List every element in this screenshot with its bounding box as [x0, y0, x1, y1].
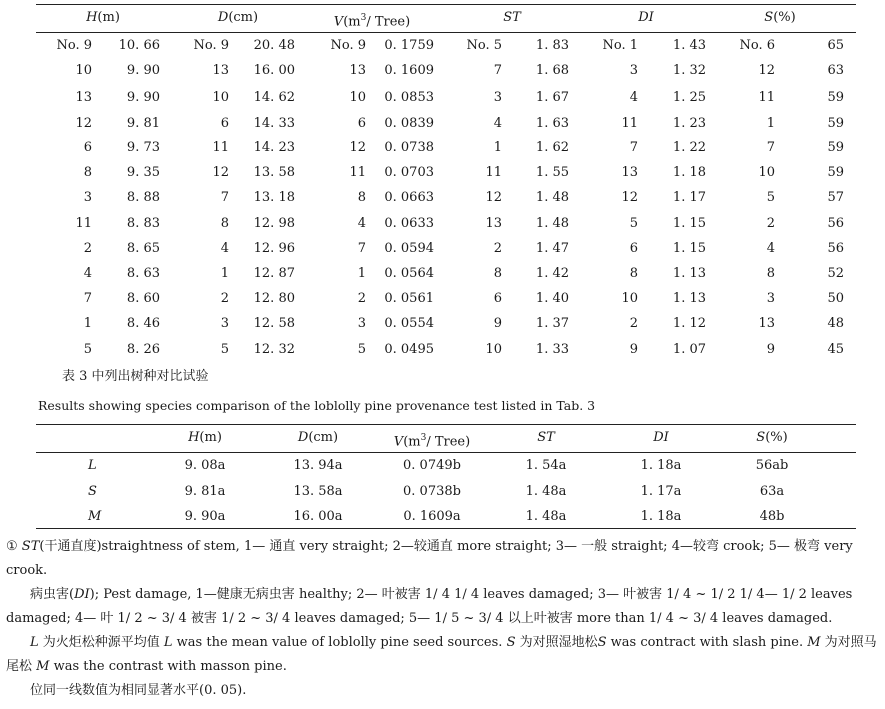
rank-value: 12. 58: [253, 316, 295, 331]
rank-value: 14. 62: [253, 90, 295, 105]
rank-label: No. 9: [330, 38, 366, 53]
footnote-s-en: was contract with slash pine.: [606, 635, 808, 650]
footnote-s-cn: 为对照湿地松: [515, 635, 598, 650]
footnote-m-cn: 为对照马尾松: [6, 635, 877, 674]
rank-value: 9. 35: [126, 165, 160, 180]
footnote-significance: 位同一线数值为相同显著水平(0. 05).: [30, 683, 247, 698]
comparison-value: 9. 90a: [184, 509, 226, 524]
rank-value: 8. 65: [126, 241, 160, 256]
rank-value: 1. 48: [535, 216, 569, 231]
header-unit: (m: [343, 14, 361, 30]
rank-label: No. 5: [466, 38, 502, 53]
comparison-value: 1. 48a: [525, 484, 567, 499]
rank-value: 59: [827, 140, 844, 155]
comparison-value: 1. 18a: [640, 509, 682, 524]
rank-value: 16. 00: [253, 63, 295, 78]
footnote-m-var2: M: [36, 659, 50, 674]
footnote-marker: ①: [6, 539, 18, 554]
header-unit: (m): [97, 10, 120, 25]
rank-value: 12. 32: [253, 342, 295, 357]
rank-label: 12: [621, 190, 638, 205]
rank-label: 4: [766, 241, 775, 256]
rank-label: 10: [349, 90, 366, 105]
table1-header-cell: [43, 10, 163, 26]
rank-value: 14. 23: [253, 140, 295, 155]
rank-label: 11: [212, 140, 229, 155]
rank-value: 8. 88: [126, 190, 160, 205]
footnote-di-text: ); Pest damage, 1—健康无病虫害 healthy; 2— 叶被害 1/ 4 1/ 4 leaves damaged; 3— 叶被害 1/ 4 ~ 1/ 2 1/ 4— 1/ 2 leaves damaged; 4— 叶 1/ 2 ~ 3/ 4 被害 1/ 2 ~ 3/ 4 leaves damaged; 5— 1/ 5 ~ 3/ 4 以上叶被害 more than 1/ 4 ~ 3/ 4 leaves damaged.: [6, 587, 853, 626]
rank-label: 2: [357, 291, 366, 306]
header-var: V: [333, 14, 344, 30]
rank-label: 6: [83, 140, 92, 155]
rank-label: 12: [75, 116, 92, 131]
rank-value: 0. 0703: [384, 165, 434, 180]
rank-value: 12. 80: [253, 291, 295, 306]
rank-label: 7: [220, 190, 229, 205]
header-unit: (%): [765, 430, 788, 445]
comparison-value: 16. 00a: [293, 509, 343, 524]
rank-value: 8. 46: [126, 316, 160, 331]
rank-value: 20. 48: [253, 38, 295, 53]
table1-header-cell: [586, 10, 706, 26]
rank-label: 3: [629, 63, 638, 78]
rank-value: 59: [827, 90, 844, 105]
rank-value: 65: [827, 38, 844, 53]
rank-value: 1. 32: [672, 63, 706, 78]
rank-value: 0. 0554: [384, 316, 434, 331]
rank-label: 8: [766, 266, 775, 281]
rank-label: 13: [485, 216, 502, 231]
row-label: S: [88, 484, 97, 499]
rank-value: 0. 0663: [384, 190, 434, 205]
rank-value: 1. 23: [672, 116, 706, 131]
footnote-l-var: L: [30, 635, 39, 650]
rank-label: 7: [83, 291, 92, 306]
rank-label: 13: [349, 63, 366, 78]
rank-value: 1. 13: [672, 291, 706, 306]
rank-label: 2: [83, 241, 92, 256]
comparison-value: 13. 94a: [293, 458, 343, 473]
rank-label: 10: [485, 342, 502, 357]
rank-value: 9. 90: [126, 90, 160, 105]
rank-value: 1. 63: [535, 116, 569, 131]
rank-label: 6: [220, 116, 229, 131]
rank-value: 0. 0564: [384, 266, 434, 281]
rank-label: 8: [493, 266, 502, 281]
rank-label: 9: [766, 342, 775, 357]
rank-label: 13: [758, 316, 775, 331]
rank-label: 4: [220, 241, 229, 256]
rank-value: 1. 68: [535, 63, 569, 78]
header-sup: 3: [420, 433, 427, 443]
rank-label: 1: [766, 116, 775, 131]
comparison-value: 1. 17a: [640, 484, 682, 499]
header-unit: (cm): [228, 10, 259, 25]
rank-label: 3: [493, 90, 502, 105]
rank-label: 10: [758, 165, 775, 180]
rank-value: 0. 0594: [384, 241, 434, 256]
rank-label: No. 9: [193, 38, 229, 53]
header-unit: (cm): [308, 430, 339, 445]
rank-label: 4: [493, 116, 502, 131]
header-var: H: [188, 430, 200, 445]
header-unit: (m): [199, 430, 222, 445]
header-var: DI: [638, 10, 654, 25]
rank-value: 0. 0495: [384, 342, 434, 357]
rank-value: 0. 0561: [384, 291, 434, 306]
rank-label: 5: [357, 342, 366, 357]
rank-value: 12. 98: [253, 216, 295, 231]
table1-header-cell: [312, 10, 432, 30]
footnote-di-var: DI: [74, 587, 90, 602]
rank-value: 1. 40: [535, 291, 569, 306]
rank-label: 2: [220, 291, 229, 306]
rank-value: 63: [827, 63, 844, 78]
rank-label: 8: [357, 190, 366, 205]
table2-caption-cn: 表 3 中列出树种对比试验: [62, 369, 209, 384]
comparison-value: 9. 81a: [184, 484, 226, 499]
rank-label: 8: [629, 266, 638, 281]
comparison-value: 63a: [759, 484, 785, 499]
rank-value: 1. 25: [672, 90, 706, 105]
header-var: S: [756, 430, 766, 445]
rank-value: 1. 07: [672, 342, 706, 357]
header-var: S: [764, 10, 774, 25]
comparison-value: 1. 48a: [525, 509, 567, 524]
rank-label: 10: [621, 291, 638, 306]
rank-label: 11: [758, 90, 775, 105]
rank-label: 4: [83, 266, 92, 281]
rank-value: 45: [827, 342, 844, 357]
rank-value: 59: [827, 165, 844, 180]
rank-label: 6: [629, 241, 638, 256]
header-var: D: [297, 430, 309, 445]
rank-label: 1: [220, 266, 229, 281]
rank-value: 1. 48: [535, 190, 569, 205]
rank-value: 8. 26: [126, 342, 160, 357]
rank-label: 2: [766, 216, 775, 231]
rank-label: 7: [766, 140, 775, 155]
rank-label: 9: [493, 316, 502, 331]
header-unit: (m: [403, 434, 421, 450]
rank-value: 9. 90: [126, 63, 160, 78]
rank-value: 0. 0853: [384, 90, 434, 105]
rank-label: 7: [357, 241, 366, 256]
rank-label: 7: [493, 63, 502, 78]
table2-top-rule: [36, 424, 856, 425]
rank-label: 9: [629, 342, 638, 357]
table1-header-cell: [452, 10, 572, 26]
footnote-l-var2: L: [163, 635, 173, 650]
rank-value: 59: [827, 116, 844, 131]
header-var: ST: [537, 430, 555, 445]
rank-value: 1. 62: [535, 140, 569, 155]
rank-label: 12: [758, 63, 775, 78]
rank-label: 3: [357, 316, 366, 331]
rank-label: 5: [83, 342, 92, 357]
rank-value: 0. 1609: [384, 63, 434, 78]
rank-value: 9. 73: [126, 140, 160, 155]
rank-label: 3: [220, 316, 229, 331]
comparison-value: 0. 0749b: [403, 458, 461, 473]
header-unit: (%): [773, 10, 796, 25]
rank-value: 0. 0738: [384, 140, 434, 155]
rank-label: 10: [212, 90, 229, 105]
footnote-st: [6, 535, 882, 583]
footnote-di: [6, 583, 882, 631]
footnote-m-en: was the contrast with masson pine.: [49, 659, 287, 674]
rank-value: 1. 12: [672, 316, 706, 331]
row-label: L: [88, 458, 97, 473]
comparison-value: 1. 54a: [525, 458, 567, 473]
rank-label: 6: [357, 116, 366, 131]
rank-label: 12: [485, 190, 502, 205]
rank-value: 1. 42: [535, 266, 569, 281]
rank-value: 1. 18: [672, 165, 706, 180]
table1-header-cell: [720, 10, 840, 26]
rank-value: 56: [827, 216, 844, 231]
footnote-s-var2: S: [597, 635, 607, 650]
rank-value: 8. 63: [126, 266, 160, 281]
table2-caption-en: Results showing species comparison of the loblolly pine provenance test listed in Tab. 3: [38, 398, 596, 413]
rank-label: 3: [83, 190, 92, 205]
footnote-di-cn: 病虫害(: [30, 587, 75, 602]
rank-value: 10. 66: [118, 38, 160, 53]
footnote-l-en: was the mean value of loblolly pine seed sources.: [172, 635, 507, 650]
rank-value: 12. 87: [253, 266, 295, 281]
rank-label: 2: [629, 316, 638, 331]
rank-value: 1. 33: [535, 342, 569, 357]
rank-label: 8: [83, 165, 92, 180]
rank-value: 14. 33: [253, 116, 295, 131]
rank-value: 1. 13: [672, 266, 706, 281]
rank-label: No. 6: [739, 38, 775, 53]
footnote-lsm: [6, 631, 882, 679]
rank-value: 52: [827, 266, 844, 281]
rank-label: No. 1: [602, 38, 638, 53]
footnote-s-var: S: [506, 635, 516, 650]
rank-value: 56: [827, 241, 844, 256]
table1-header-cell: [178, 10, 298, 26]
rank-value: 1. 17: [672, 190, 706, 205]
rank-label: 13: [621, 165, 638, 180]
rank-label: 5: [766, 190, 775, 205]
rank-label: 12: [212, 165, 229, 180]
footnote-m-var: M: [807, 635, 821, 650]
comparison-value: 13. 58a: [293, 484, 343, 499]
table2-header-cell: [702, 430, 842, 446]
header-tail: / Tree): [426, 434, 471, 450]
rank-value: 48: [827, 316, 844, 331]
rank-value: 1. 37: [535, 316, 569, 331]
comparison-value: 56ab: [755, 458, 789, 473]
comparison-value: 9. 08a: [184, 458, 226, 473]
rank-value: 8. 60: [126, 291, 160, 306]
header-var: DI: [653, 430, 669, 445]
rank-label: 13: [212, 63, 229, 78]
comparison-value: 1. 18a: [640, 458, 682, 473]
header-sup: 3: [360, 13, 367, 23]
comparison-value: 0. 0738b: [403, 484, 461, 499]
rank-value: 57: [827, 190, 844, 205]
rank-label: 7: [629, 140, 638, 155]
rank-label: No. 9: [56, 38, 92, 53]
rank-value: 13. 58: [253, 165, 295, 180]
header-var: D: [217, 10, 229, 25]
row-label: M: [88, 509, 102, 524]
rank-label: 8: [220, 216, 229, 231]
rank-label: 13: [75, 90, 92, 105]
header-tail: / Tree): [366, 14, 411, 30]
footnotes: [6, 535, 882, 703]
rank-label: 1: [357, 266, 366, 281]
header-var: V: [393, 434, 404, 450]
rank-label: 11: [349, 165, 366, 180]
footnote-l-cn: 为火炬松种源平均值: [38, 635, 164, 650]
rank-label: 5: [629, 216, 638, 231]
comparison-value: 48b: [759, 509, 785, 524]
rank-label: 2: [493, 241, 502, 256]
rank-label: 1: [83, 316, 92, 331]
rank-label: 11: [485, 165, 502, 180]
rank-label: 6: [493, 291, 502, 306]
header-var: ST: [503, 10, 521, 25]
rank-value: 1. 83: [535, 38, 569, 53]
rank-value: 1. 55: [535, 165, 569, 180]
rank-label: 12: [349, 140, 366, 155]
rank-label: 4: [629, 90, 638, 105]
rank-label: 11: [621, 116, 638, 131]
rank-label: 5: [220, 342, 229, 357]
rank-label: 3: [766, 291, 775, 306]
rank-value: 0. 1759: [384, 38, 434, 53]
footnote-st-var: ST: [21, 539, 40, 554]
header-var: H: [86, 10, 98, 25]
rank-value: 13. 18: [253, 190, 295, 205]
rank-value: 1. 43: [672, 38, 706, 53]
rank-label: 1: [493, 140, 502, 155]
footnote-st-text: (干通直度)straightness of stem, 1— 通直 very straight; 2—较通直 more straight; 3— 一般 straight; 4—较弯 crook; 5— 极弯 very crook.: [6, 539, 853, 578]
rank-value: 1. 47: [535, 241, 569, 256]
rank-value: 8. 83: [126, 216, 160, 231]
rank-value: 50: [827, 291, 844, 306]
table2-bottom-rule: [36, 528, 856, 529]
rank-label: 10: [75, 63, 92, 78]
rank-value: 0. 0839: [384, 116, 434, 131]
table2-header-rule: [36, 452, 856, 453]
comparison-value: 0. 1609a: [403, 509, 461, 524]
rank-value: 1. 67: [535, 90, 569, 105]
rank-value: 0. 0633: [384, 216, 434, 231]
table1-top-rule: [36, 4, 856, 5]
rank-label: 11: [75, 216, 92, 231]
rank-value: 1. 15: [672, 216, 706, 231]
rank-value: 1. 22: [672, 140, 706, 155]
rank-label: 4: [357, 216, 366, 231]
rank-value: 1. 15: [672, 241, 706, 256]
rank-value: 12. 96: [253, 241, 295, 256]
rank-value: 9. 81: [126, 116, 160, 131]
table1-header-rule: [36, 32, 856, 33]
